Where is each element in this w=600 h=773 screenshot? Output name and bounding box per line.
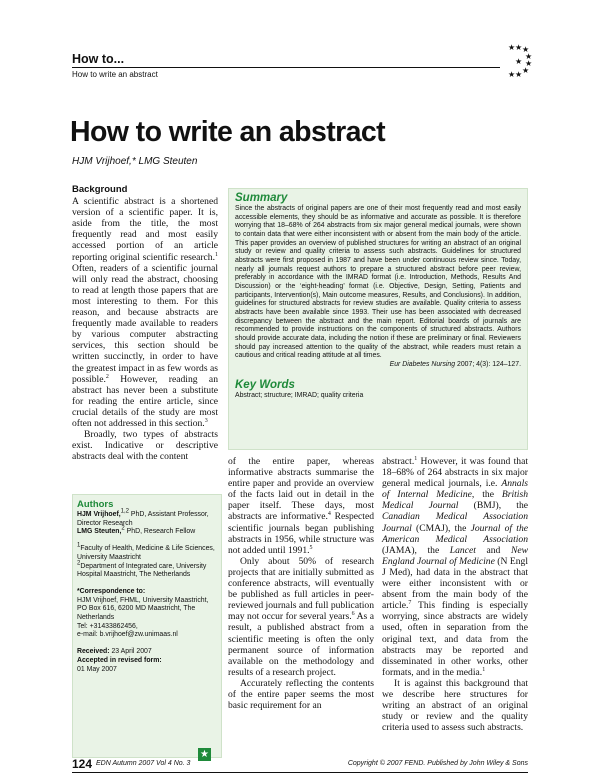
accepted-label: Accepted in revised form: — [77, 656, 162, 664]
page-number: 124 — [72, 757, 93, 771]
keywords-heading: Key Words — [235, 379, 295, 392]
authors-heading: Authors — [77, 499, 114, 510]
svg-text:★: ★ — [522, 45, 530, 54]
summary-citation: Eur Diabetes Nursing 2007; 4(3): 124–127. — [389, 360, 521, 368]
background-column — [72, 184, 218, 462]
middle-column — [228, 456, 374, 711]
summary-heading: Summary — [235, 192, 288, 204]
summary-text: Since the abstracts of original papers are one of their most frequently read and most easily accessible elements, they should be as informative and accurate as possible. It is therefore worrying that 18–68% of 264 abstracts from six major general medical journals, were shown to contain data that were either inconsistent with or absent from the main body of the article. This paper provides an overview of published structures for writing an abstract of an original study or review and quality criteria to assess such abstracts. Guidelines for structured abstracts were first proposed in 1987 and have been under continuous review since. Today, nearly all journals request authors to prepare a structured abstract before peer review, preferably in accordance with the IMRAD format (i.e. Introduction, Methods, Results And Discussion) or the ‘eight-heading’ format (i.e. Objective, Design, Setting, Patients and participants, Intervention(s), Main outcome measures, Results, and Conclusions). In addition, guidelines for structured abstracts for review studies are available. Quality criteria to assess abstracts have been available since 1993. Their use has been associated with decreased discrepancy between the abstract and the main report. Editorial boards of journals are recommended to provide instructions on the components of structured abstracts. Authors should provide accurate data, including the notion if these are preliminary or final. Reviewers should pay increased attention to the quality of the abstract, while readers must retain a cautious and critical reading attitude at all times. — [235, 205, 521, 360]
copyright: Copyright © 2007 FEND. Published by John Wiley & Sons — [347, 760, 528, 767]
header-rule — [72, 67, 500, 68]
eu-stars-logo — [498, 42, 532, 80]
article-title: How to write an abstract — [70, 116, 385, 148]
svg-text:★: ★ — [515, 43, 523, 52]
svg-text:★: ★ — [515, 57, 523, 66]
section-subtitle: How to write an abstract — [72, 70, 158, 79]
background-paragraph-1: A scientific abstract is a shortened version of a scientific paper. It is, aside from the title, the most frequently read and most easily accessed portion of an article reporting original scientific research.$^1$ Often, readers of a scientific journal will only read the abstract, choosing to read at length those papers that are most interesting to them. For this reason, and because abstracts are frequently made available to readers by various computer abstracting services, this section should be written succinctly, in order to have the greatest impact in as few words as possible.$^2$ However, reading an abstract has never been a substitute for reading the entire article, since crucial details of the study are most often not addressed in this section.$^3$ — [72, 196, 218, 429]
svg-text:★: ★ — [525, 52, 532, 61]
author-2: LMG Steuten,$^2$ PhD, Research Fellow — [77, 526, 196, 536]
correspondence-email: e-mail: b.vrijhoef@zw.unimaas.nl — [77, 631, 178, 639]
right-paragraph-2: It is against this background that we describe here structures for writing an abstract of an original study or review and the quality criteria used to assess such abstracts. — [382, 677, 528, 734]
right-column — [382, 456, 528, 733]
background-paragraph-2: Broadly, two types of abstracts exist. Indicative or descriptive abstracts deal with the content — [72, 429, 218, 463]
right-paragraph-1: abstract.$^1$ However, it was found that 18–68% of 264 abstracts in six major general medical journals, i.e. Annals of Internal Medicine, the British Medical Journal (BMJ), the Canadian Medical Association Journal (CMAJ), the Journal of the American Medical Association (JAMA), the Lancet and New England Journal of Medicine (N Engl J Med), had data in the abstract that were either inconsistent with or absent from the main body of the article.$^7$ This finding is especially worrying, since abstracts are widely used, often in separation from the original text, and data from the abstracts may be reported and disseminated in other works, other formats, and in the media.$^1$ — [382, 455, 529, 678]
authors-box — [72, 494, 222, 758]
correspondence-address: HJM Vrijhoef, FHML, University Maastricht, PO Box 616, 6200 MD Maastricht, The Netherlands — [77, 596, 209, 622]
middle-paragraph-2: Only about 50% of research projects that are initially submitted as conference abstracts, will eventually be published as full articles in peer-reviewed journals and full publication may not occur for several years.$^6$ As a result, a published abstract from a scientific meeting is often the only permanent source of information available on the methodology and results of a research project. — [228, 555, 374, 678]
affiliation-2: $^2$Department of Integrated care, University Hospital Maastricht, The Netherlands — [77, 560, 207, 579]
background-heading: Background — [72, 184, 128, 195]
middle-paragraph-3: Accurately reflecting the contents of the entire paper seems the most basic requirement for an — [228, 677, 374, 712]
correspondence-heading: *Correspondence to: — [77, 587, 146, 595]
affiliation-1: $^1$Faculty of Health, Medicine & Life Sciences, University Maastricht — [77, 542, 215, 561]
keywords-text: Abstract; structure; IMRAD; quality criteria — [235, 392, 364, 400]
svg-text:★: ★ — [515, 70, 523, 79]
svg-text:★: ★ — [508, 70, 516, 79]
received-date: Received: 23 April 2007 — [77, 648, 152, 656]
svg-text:★: ★ — [525, 59, 532, 68]
svg-text:★: ★ — [508, 43, 516, 52]
author-line: HJM Vrijhoef,* LMG Steuten — [72, 156, 198, 167]
journal-info: EDN Autumn 2007 Vol 4 No. 3 — [96, 760, 191, 767]
section-label: How to... — [72, 52, 125, 66]
summary-box — [228, 188, 528, 450]
author-1: HJM Vrijhoef,$^{1,2}$ PhD, Assistant Professor, Director Research — [77, 508, 209, 527]
star-icon: ★ — [198, 748, 211, 761]
svg-text:★: ★ — [522, 66, 530, 75]
middle-paragraph-1: of the entire paper, whereas informative abstracts summarise the entire paper and provide an overview of the facts laid out in detail in the paper itself. These days, most abstracts are informative.$^4$ Respected scientific journals began publishing abstracts in 1956, while structure was not added until 1991.$^5$ — [228, 456, 374, 556]
correspondence-tel: Tel: +31433862456, — [77, 622, 138, 630]
accepted-date: 01 May 2007 — [77, 665, 117, 673]
